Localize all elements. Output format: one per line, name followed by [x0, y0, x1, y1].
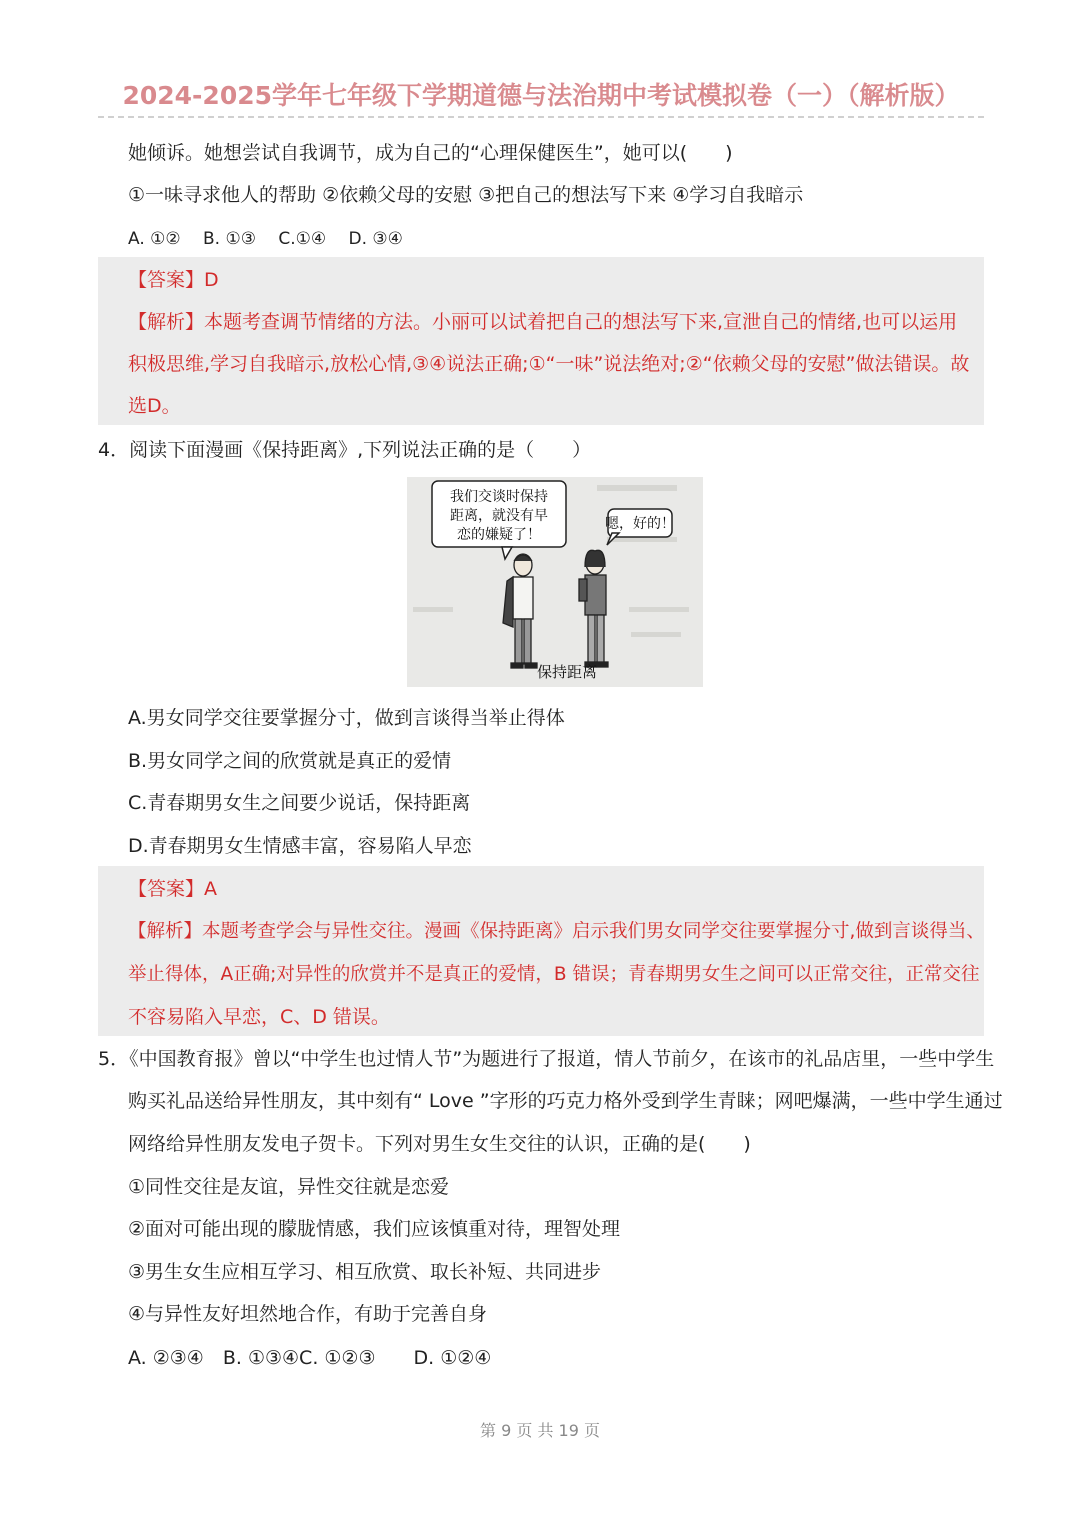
q4-analysis-line: 【解析】本题考查学会与异性交往。漫画《保持距离》启示我们男女同学交往要掌握分寸,做到言谈得当、 [128, 921, 985, 942]
comic-keep-distance [407, 477, 703, 687]
q5-stem: 购买礼品送给异性朋友，其中刻有“ Love ”字形的巧克力格外受到学生青睐；网吧爆满，一些中学生通过 [128, 1090, 1003, 1112]
q4-answer-box [98, 866, 984, 1036]
q3-answer-box [98, 257, 984, 425]
q3-stem: 她倾诉。她想尝试自我调节，成为自己的“心理保健医生”，她可以( ) [128, 142, 733, 164]
boy-figure [503, 554, 537, 668]
q3-answer: 【答案】D [128, 269, 219, 291]
girl-figure [579, 550, 608, 667]
q5-statement-4: ④与异性友好坦然地合作，有助于完善自身 [128, 1303, 488, 1325]
q5-statement-2: ②面对可能出现的朦胧情感，我们应该慎重对待，理智处理 [128, 1218, 621, 1240]
q3-options: A. ①② B. ①③ C.①④ D. ③④ [128, 229, 403, 249]
comic-illustration [407, 477, 703, 687]
q5-statement-3: ③男生女生应相互学习、相互欣赏、取长补短、共同进步 [128, 1261, 602, 1283]
bubble-boy-line: 距离，就没有早 [450, 508, 548, 524]
q5-statement-1: ①同性交往是友谊，异性交往就是恋爱 [128, 1176, 450, 1198]
q5-stem: 5．《中国教育报》曾以“中学生也过情人节”为题进行了报道，情人节前夕，在该市的礼品店里，一些中学生 [98, 1048, 995, 1070]
q3-analysis-line: 选D。 [128, 395, 181, 417]
q4-option-b: B.男女同学之间的欣赏就是真正的爱情 [128, 750, 452, 772]
bubble-boy-line: 我们交谈时保持 [450, 489, 548, 505]
q4-option-c: C.青春期男女生之间要少说话，保持距离 [128, 792, 471, 814]
q3-statements: ①一味寻求他人的帮助 ②依赖父母的安慰 ③把自己的想法写下来 ④学习自我暗示 [128, 184, 804, 206]
bubble-boy-line: 恋的嫌疑了！ [457, 527, 541, 543]
q4-analysis-line: 举止得体，A正确;对异性的欣赏并不是真正的爱情，B 错误；青春期男女生之间可以正常交往，正常交往 [128, 964, 980, 985]
q4-option-a: A.男女同学交往要掌握分寸，做到言谈得当举止得体 [128, 707, 565, 729]
page-header-title: 2024-2025学年七年级下学期道德与法治期中考试模拟卷（一）（解析版） [98, 76, 984, 118]
q3-analysis-line: 【解析】本题考查调节情绪的方法。小丽可以试着把自己的想法写下来,宣泄自己的情绪,也可以运用 [128, 311, 958, 333]
q5-options: A. ②③④ B. ①③④C. ①②③ D. ①②④ [128, 1347, 492, 1369]
q3-analysis-line: 积极思维,学习自我暗示,放松心情,③④说法正确;①“一味”说法绝对;②“依赖父母的安慰”做法错误。故 [128, 353, 970, 375]
q4-stem: 4．阅读下面漫画《保持距离》,下列说法正确的是（ ） [98, 439, 592, 461]
bubble-girl-text: 嗯，好的！ [605, 516, 675, 532]
q5-stem: 网络给异性朋友发电子贺卡。下列对男生女生交往的认识，正确的是( ) [128, 1133, 751, 1155]
q4-option-d: D.青春期男女生情感丰富，容易陷人早恋 [128, 835, 472, 857]
q4-analysis-line: 不容易陷入早恋，C、D 错误。 [128, 1006, 390, 1028]
q4-answer: 【答案】A [128, 878, 217, 900]
page-number: 第 9 页 共 19 页 [480, 1421, 600, 1440]
comic-caption: 保持距离 [536, 663, 598, 681]
